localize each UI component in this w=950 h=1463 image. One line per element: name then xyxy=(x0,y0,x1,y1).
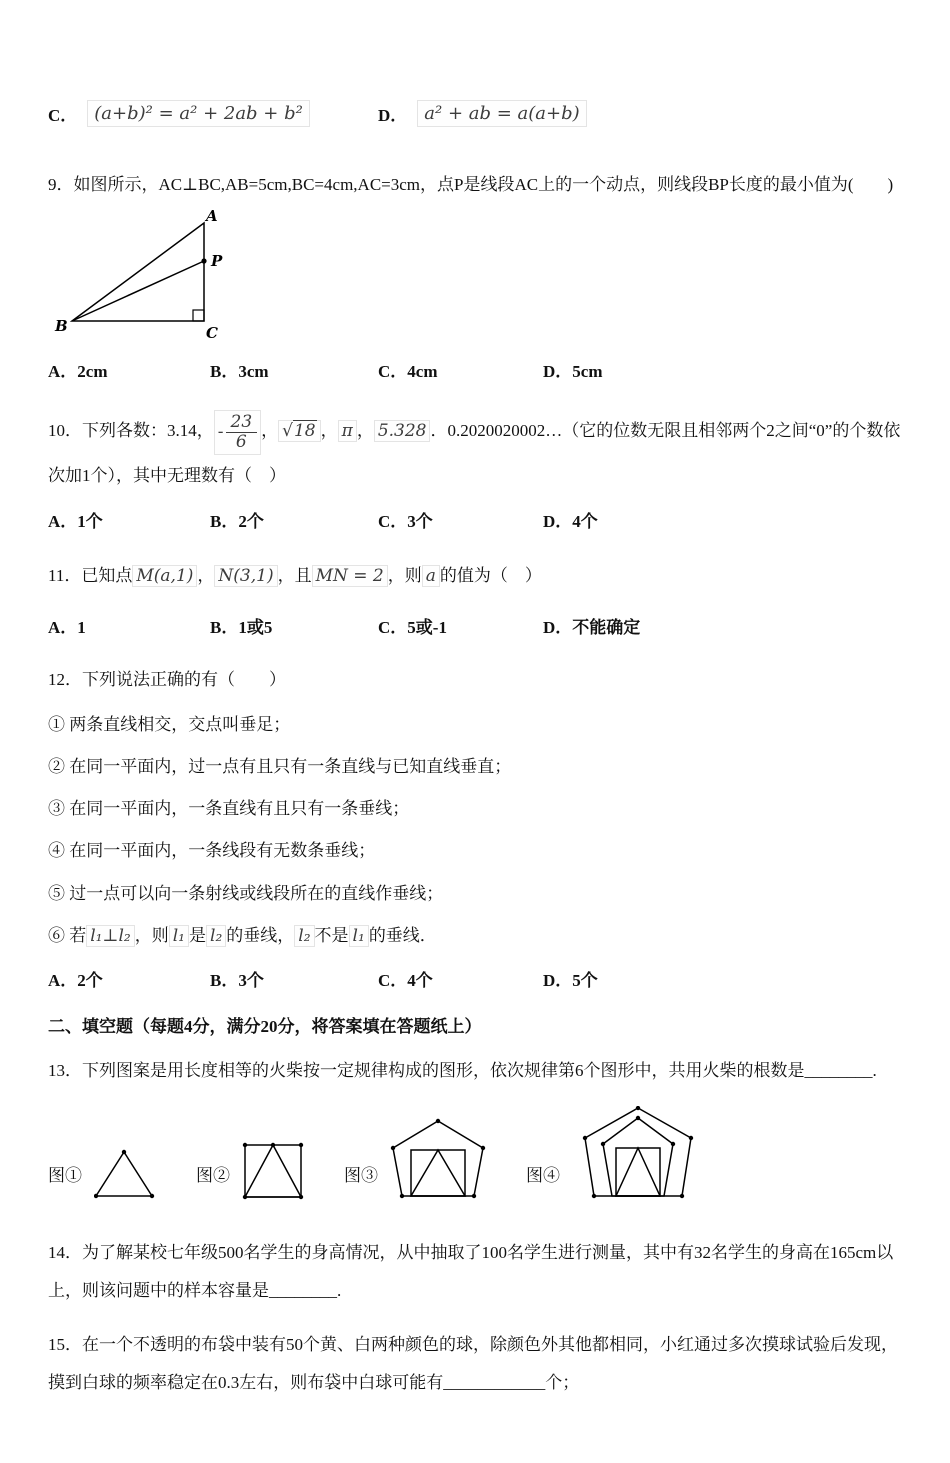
vertex-dot xyxy=(689,1135,693,1139)
s6-sep3: 的垂线， xyxy=(226,925,295,945)
vertex-dot xyxy=(122,1149,126,1153)
q10-tail: ．0.2020020002…（它的位数无限且相邻两个2之间“0”的个数依次加1个），其中无理数有（ ） xyxy=(48,421,901,485)
q12-statement-5: ⑤ 过一点可以向一条射线或线段所在的直线作垂线； xyxy=(48,883,444,903)
vertex-dot xyxy=(472,1193,476,1197)
q12-statement-3: ③ 在同一平面内，一条直线有且只有一条垂线； xyxy=(48,799,410,819)
vertex-dot xyxy=(583,1135,587,1139)
option-c-formula: (a+b)² = a² + 2ab + b² xyxy=(87,100,310,127)
matchstick-pentagon-svg xyxy=(390,1118,486,1200)
l2-symbol: l₂ xyxy=(206,925,226,947)
point-p-dot xyxy=(201,259,206,264)
question-15-text: 15．在一个不透明的布袋中装有50个黄、白两种颜色的球，除颜色外其他都相同，小红通过多次摸球试验后发现，摸到白球的频率稳定在0.3左右，则布袋中白球可能有____________个； xyxy=(48,1335,898,1393)
vertex-dot xyxy=(271,1142,275,1146)
s6-sep1: ，则 xyxy=(134,925,169,945)
repeating-decimal: 5.328 xyxy=(374,420,431,442)
q12-option-c: C．4个 xyxy=(378,971,433,991)
s6-lead: ⑥ 若 xyxy=(48,925,87,945)
q10-option-b: B．2个 xyxy=(210,512,264,532)
pi-symbol: π xyxy=(338,420,357,442)
matchstick-square-svg xyxy=(242,1142,304,1200)
q11-sep3: ，则 xyxy=(387,566,422,586)
question-12-text: 12．下列说法正确的有（ ） xyxy=(48,669,286,689)
outer-pentagon xyxy=(585,1108,691,1196)
q13-figure-3 xyxy=(344,1118,486,1200)
s6-sep2: 是 xyxy=(189,925,207,945)
option-d xyxy=(378,100,587,127)
question-12-options xyxy=(48,966,902,991)
q11-tail: 的值为（ ） xyxy=(439,566,542,586)
q12-statement-6 xyxy=(48,922,902,950)
l1-symbol: l₁ xyxy=(169,925,189,947)
q13-figure-2 xyxy=(196,1142,304,1200)
l1-perp-l2: l₁⊥l₂ xyxy=(86,925,135,947)
radical-sign: √ xyxy=(282,421,293,442)
inner-square xyxy=(411,1150,465,1196)
vertex-dot xyxy=(150,1193,154,1197)
question-11-text xyxy=(48,560,902,592)
point-m: M(a,1) xyxy=(132,565,197,587)
vertex-dot xyxy=(299,1194,303,1198)
inner-triangle xyxy=(411,1150,465,1196)
point-label-b: B xyxy=(55,317,68,336)
q13-figure-4 xyxy=(526,1106,704,1200)
inner-triangle xyxy=(245,1145,301,1197)
figure-3-label: 图③ xyxy=(344,1165,378,1185)
figure-1-label: 图① xyxy=(48,1165,82,1185)
question-11-options xyxy=(48,613,902,638)
point-n: N(3,1) xyxy=(214,565,277,587)
q12-option-b: B．3个 xyxy=(210,971,264,991)
radicand: 18 xyxy=(293,421,316,442)
q10-sep1: ， xyxy=(261,421,279,441)
matchstick-hexagon-svg xyxy=(572,1106,704,1200)
q12-statement-2: ② 在同一平面内，过一点有且只有一条直线与已知直线垂直； xyxy=(48,757,512,777)
vertex-dot xyxy=(680,1193,684,1197)
variable-a: a xyxy=(422,565,440,587)
vertex-dot xyxy=(671,1141,675,1145)
q13-figure-1 xyxy=(48,1148,156,1200)
triangle xyxy=(96,1152,152,1196)
vertex-dot xyxy=(481,1145,485,1149)
figure-2-label: 图② xyxy=(196,1165,230,1185)
question-10-options xyxy=(48,507,902,532)
vertex-dot xyxy=(436,1118,440,1122)
q11-sep2: ，且 xyxy=(277,566,312,586)
triangle-outline xyxy=(72,223,204,321)
question-14-text: 14．为了解某校七年级500名学生的身高情况，从中抽取了100名学生进行测量，其中有32名学生的身高在165cm以上，则该问题中的样本容量是________. xyxy=(48,1242,894,1300)
q9-option-c: C．4cm xyxy=(378,362,438,382)
q10-sep2: ， xyxy=(320,421,338,441)
s6-tail: 的垂线． xyxy=(368,925,437,945)
question-9-options xyxy=(48,357,902,382)
q12-option-d: D．5个 xyxy=(543,971,598,991)
q10-option-c: C．3个 xyxy=(378,512,433,532)
q9-option-d: D．5cm xyxy=(543,362,603,382)
right-angle-mark xyxy=(193,310,204,321)
square xyxy=(245,1145,301,1197)
l1-symbol-2: l₁ xyxy=(349,925,369,947)
vertex-dot xyxy=(400,1193,404,1197)
q11-option-c: C．5或-1 xyxy=(378,617,447,637)
q11-option-d: D．不能确定 xyxy=(543,617,641,637)
inner-square xyxy=(616,1148,660,1196)
option-d-label: D． xyxy=(378,106,408,125)
q9-option-a: A．2cm xyxy=(48,362,108,382)
s6-sep4: 不是 xyxy=(314,925,349,945)
q10-lead: 10．下列各数：3.14， xyxy=(48,421,214,441)
fraction-denominator: 6 xyxy=(235,432,247,453)
q9-triangle-svg xyxy=(54,209,284,343)
q12-option-a: A．2个 xyxy=(48,971,103,991)
q10-option-a: A．1个 xyxy=(48,512,103,532)
point-label-p: P xyxy=(211,252,223,271)
vertex-dot xyxy=(391,1145,395,1149)
options-row-cd xyxy=(48,100,902,127)
fraction xyxy=(226,413,258,453)
q11-lead: 11．已知点 xyxy=(48,566,133,586)
segment-bp xyxy=(72,261,204,321)
vertex-dot xyxy=(636,1115,640,1119)
vertex-dot xyxy=(636,1106,640,1110)
fraction-neg-23-6 xyxy=(214,410,261,455)
fraction-numerator: 23 xyxy=(226,413,258,434)
sqrt-18 xyxy=(278,420,320,442)
vertex-dot xyxy=(243,1194,247,1198)
section-2-heading: 二、填空题（每题4分，满分20分，将答案填在答题纸上） xyxy=(48,1017,482,1037)
mn-equals-2: MN = 2 xyxy=(312,565,388,587)
q9-triangle-figure xyxy=(54,209,902,343)
q12-statement-1: ① 两条直线相交，交点叫垂足； xyxy=(48,714,291,734)
q10-sep3: ， xyxy=(356,421,374,441)
question-10-text xyxy=(48,410,902,497)
option-c-label: C． xyxy=(48,106,78,125)
option-c xyxy=(48,100,378,127)
point-label-c: C xyxy=(206,324,218,343)
matchstick-triangle-svg xyxy=(94,1148,156,1200)
point-label-a: A xyxy=(206,209,218,226)
question-13-text: 13．下列图案是用长度相等的火柴按一定规律构成的图形，依次规律第6个图形中，共用火柴的根数是________. xyxy=(48,1061,877,1081)
minus-sign: - xyxy=(217,422,224,443)
q13-figures-row xyxy=(48,1106,902,1200)
pentagon xyxy=(393,1121,483,1196)
l2-symbol-2: l₂ xyxy=(294,925,314,947)
inner-pentagon xyxy=(603,1118,673,1196)
vertex-dot xyxy=(243,1142,247,1146)
vertex-dot xyxy=(601,1141,605,1145)
inner-triangle xyxy=(616,1148,660,1196)
q9-option-b: B．3cm xyxy=(210,362,269,382)
option-d-formula: a² + ab = a(a+b) xyxy=(417,100,586,127)
figure-4-label: 图④ xyxy=(526,1165,560,1185)
q11-option-a: A．1 xyxy=(48,617,86,637)
q10-option-d: D．4个 xyxy=(543,512,598,532)
vertex-dot xyxy=(592,1193,596,1197)
q12-statement-4: ④ 在同一平面内，一条线段有无数条垂线； xyxy=(48,841,376,861)
q11-option-b: B．1或5 xyxy=(210,617,273,637)
vertex-dot xyxy=(299,1142,303,1146)
q11-sep1: ， xyxy=(197,566,215,586)
vertex-dot xyxy=(94,1193,98,1197)
question-9-text: 9．如图所示，AC⊥BC,AB=5cm,BC=4cm,AC=3cm，点P是线段AC上的一个动点，则线段BP长度的最小值为( ) xyxy=(48,175,894,194)
